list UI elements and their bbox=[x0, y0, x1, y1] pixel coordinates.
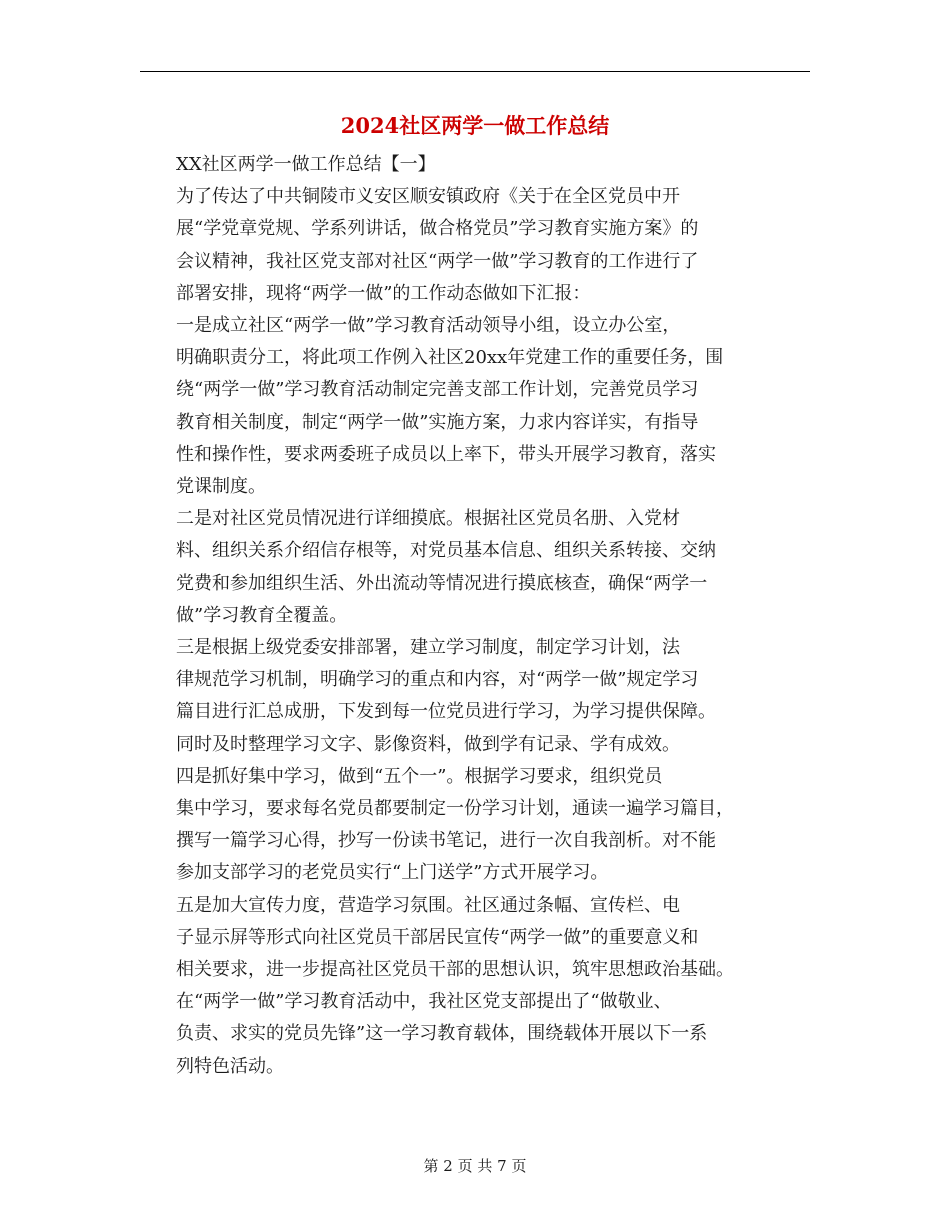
paragraph-intro bbox=[140, 181, 810, 310]
text-line: 子显示屏等形式向社区党员干部居民宣传“两学一做”的重要意义和 bbox=[176, 926, 699, 948]
text-line: 料、组织关系介绍信存根等，对党员基本信息、组织关系转接、交纳 bbox=[176, 540, 716, 562]
text-line: 为了传达了中共铜陵市义安区顺安镇政府《关于在全区党员中开 bbox=[176, 186, 680, 208]
text-line: 篇目进行汇总成册，下发到每一位党员进行学习，为学习提供保障。 bbox=[176, 701, 716, 723]
text-line: 明确职责分工，将此项工作例入社区20xx年党建工作的重要任务，围 bbox=[176, 347, 724, 369]
paragraph-heading bbox=[140, 149, 810, 181]
paragraph-first bbox=[140, 310, 810, 503]
text-line: 做”学习教育全覆盖。 bbox=[176, 604, 348, 626]
text-line: 三是根据上级党委安排部署，建立学习制度，制定学习计划，法 bbox=[176, 637, 680, 659]
paragraph-fifth bbox=[140, 890, 810, 987]
text-line: 律规范学习机制，明确学习的重点和内容，对“两学一做”规定学习 bbox=[176, 669, 699, 691]
text-line: 在“两学一做”学习教育活动中，我社区党支部提出了“做敬业、 bbox=[176, 991, 672, 1013]
text-line: XX社区两学一做工作总结【一】 bbox=[176, 154, 436, 175]
text-line: 相关要求，进一步提高社区党员干部的思想认识，筑牢思想政治基础。 bbox=[176, 959, 734, 981]
text-line: 同时及时整理学习文字、影像资料，做到学有记录、学有成效。 bbox=[176, 733, 680, 755]
text-line: 性和操作性，要求两委班子成员以上率下，带头开展学习教育，落实 bbox=[176, 443, 716, 465]
text-line: 部署安排，现将“两学一做”的工作动态做如下汇报： bbox=[176, 282, 591, 304]
text-line: 展“学党章党规、学系列讲话，做合格党员”学习教育实施方案》的 bbox=[176, 218, 699, 240]
paragraph-fourth bbox=[140, 761, 810, 890]
text-line: 绕“两学一做”学习教育活动制定完善支部工作计划，完善党员学习 bbox=[176, 379, 699, 401]
text-line: 参加支部学习的老党员实行“上门送学”方式开展学习。 bbox=[176, 862, 609, 884]
text-line: 党费和参加组织生活、外出流动等情况进行摸底核查，确保“两学一 bbox=[176, 572, 708, 594]
document-title: 2024社区两学一做工作总结 bbox=[340, 113, 610, 138]
document-body bbox=[140, 149, 810, 1083]
text-line: 四是抓好集中学习，做到“五个一”。根据学习要求，组织党员 bbox=[176, 765, 663, 787]
paragraph-third bbox=[140, 632, 810, 761]
text-line: 党课制度。 bbox=[176, 476, 266, 498]
text-line: 撰写一篇学习心得，抄写一份读书笔记，进行一次自我剖析。对不能 bbox=[176, 830, 716, 852]
header-rule bbox=[140, 71, 810, 72]
text-line: 会议精神，我社区党支部对社区“两学一做”学习教育的工作进行了 bbox=[176, 250, 699, 272]
paragraph-second bbox=[140, 503, 810, 632]
text-line: 一是成立社区“两学一做”学习教育活动领导小组，设立办公室， bbox=[176, 315, 681, 337]
text-line: 二是对社区党员情况进行详细摸底。根据社区党员名册、入党材 bbox=[176, 508, 680, 530]
page-number: 第 2 页 共 7 页 bbox=[423, 1157, 527, 1175]
text-line: 列特色活动。 bbox=[176, 1055, 284, 1077]
text-line: 五是加大宣传力度，营造学习氛围。社区通过条幅、宣传栏、电 bbox=[176, 894, 680, 916]
text-line: 教育相关制度，制定“两学一做”实施方案，力求内容详实，有指导 bbox=[176, 411, 699, 433]
paragraph-closing bbox=[140, 986, 810, 1083]
text-line: 集中学习，要求每名党员都要制定一份学习计划，通读一遍学习篇目， bbox=[176, 798, 734, 820]
text-line: 负责、求实的党员先锋”这一学习教育载体，围绕载体开展以下一系 bbox=[176, 1023, 708, 1045]
